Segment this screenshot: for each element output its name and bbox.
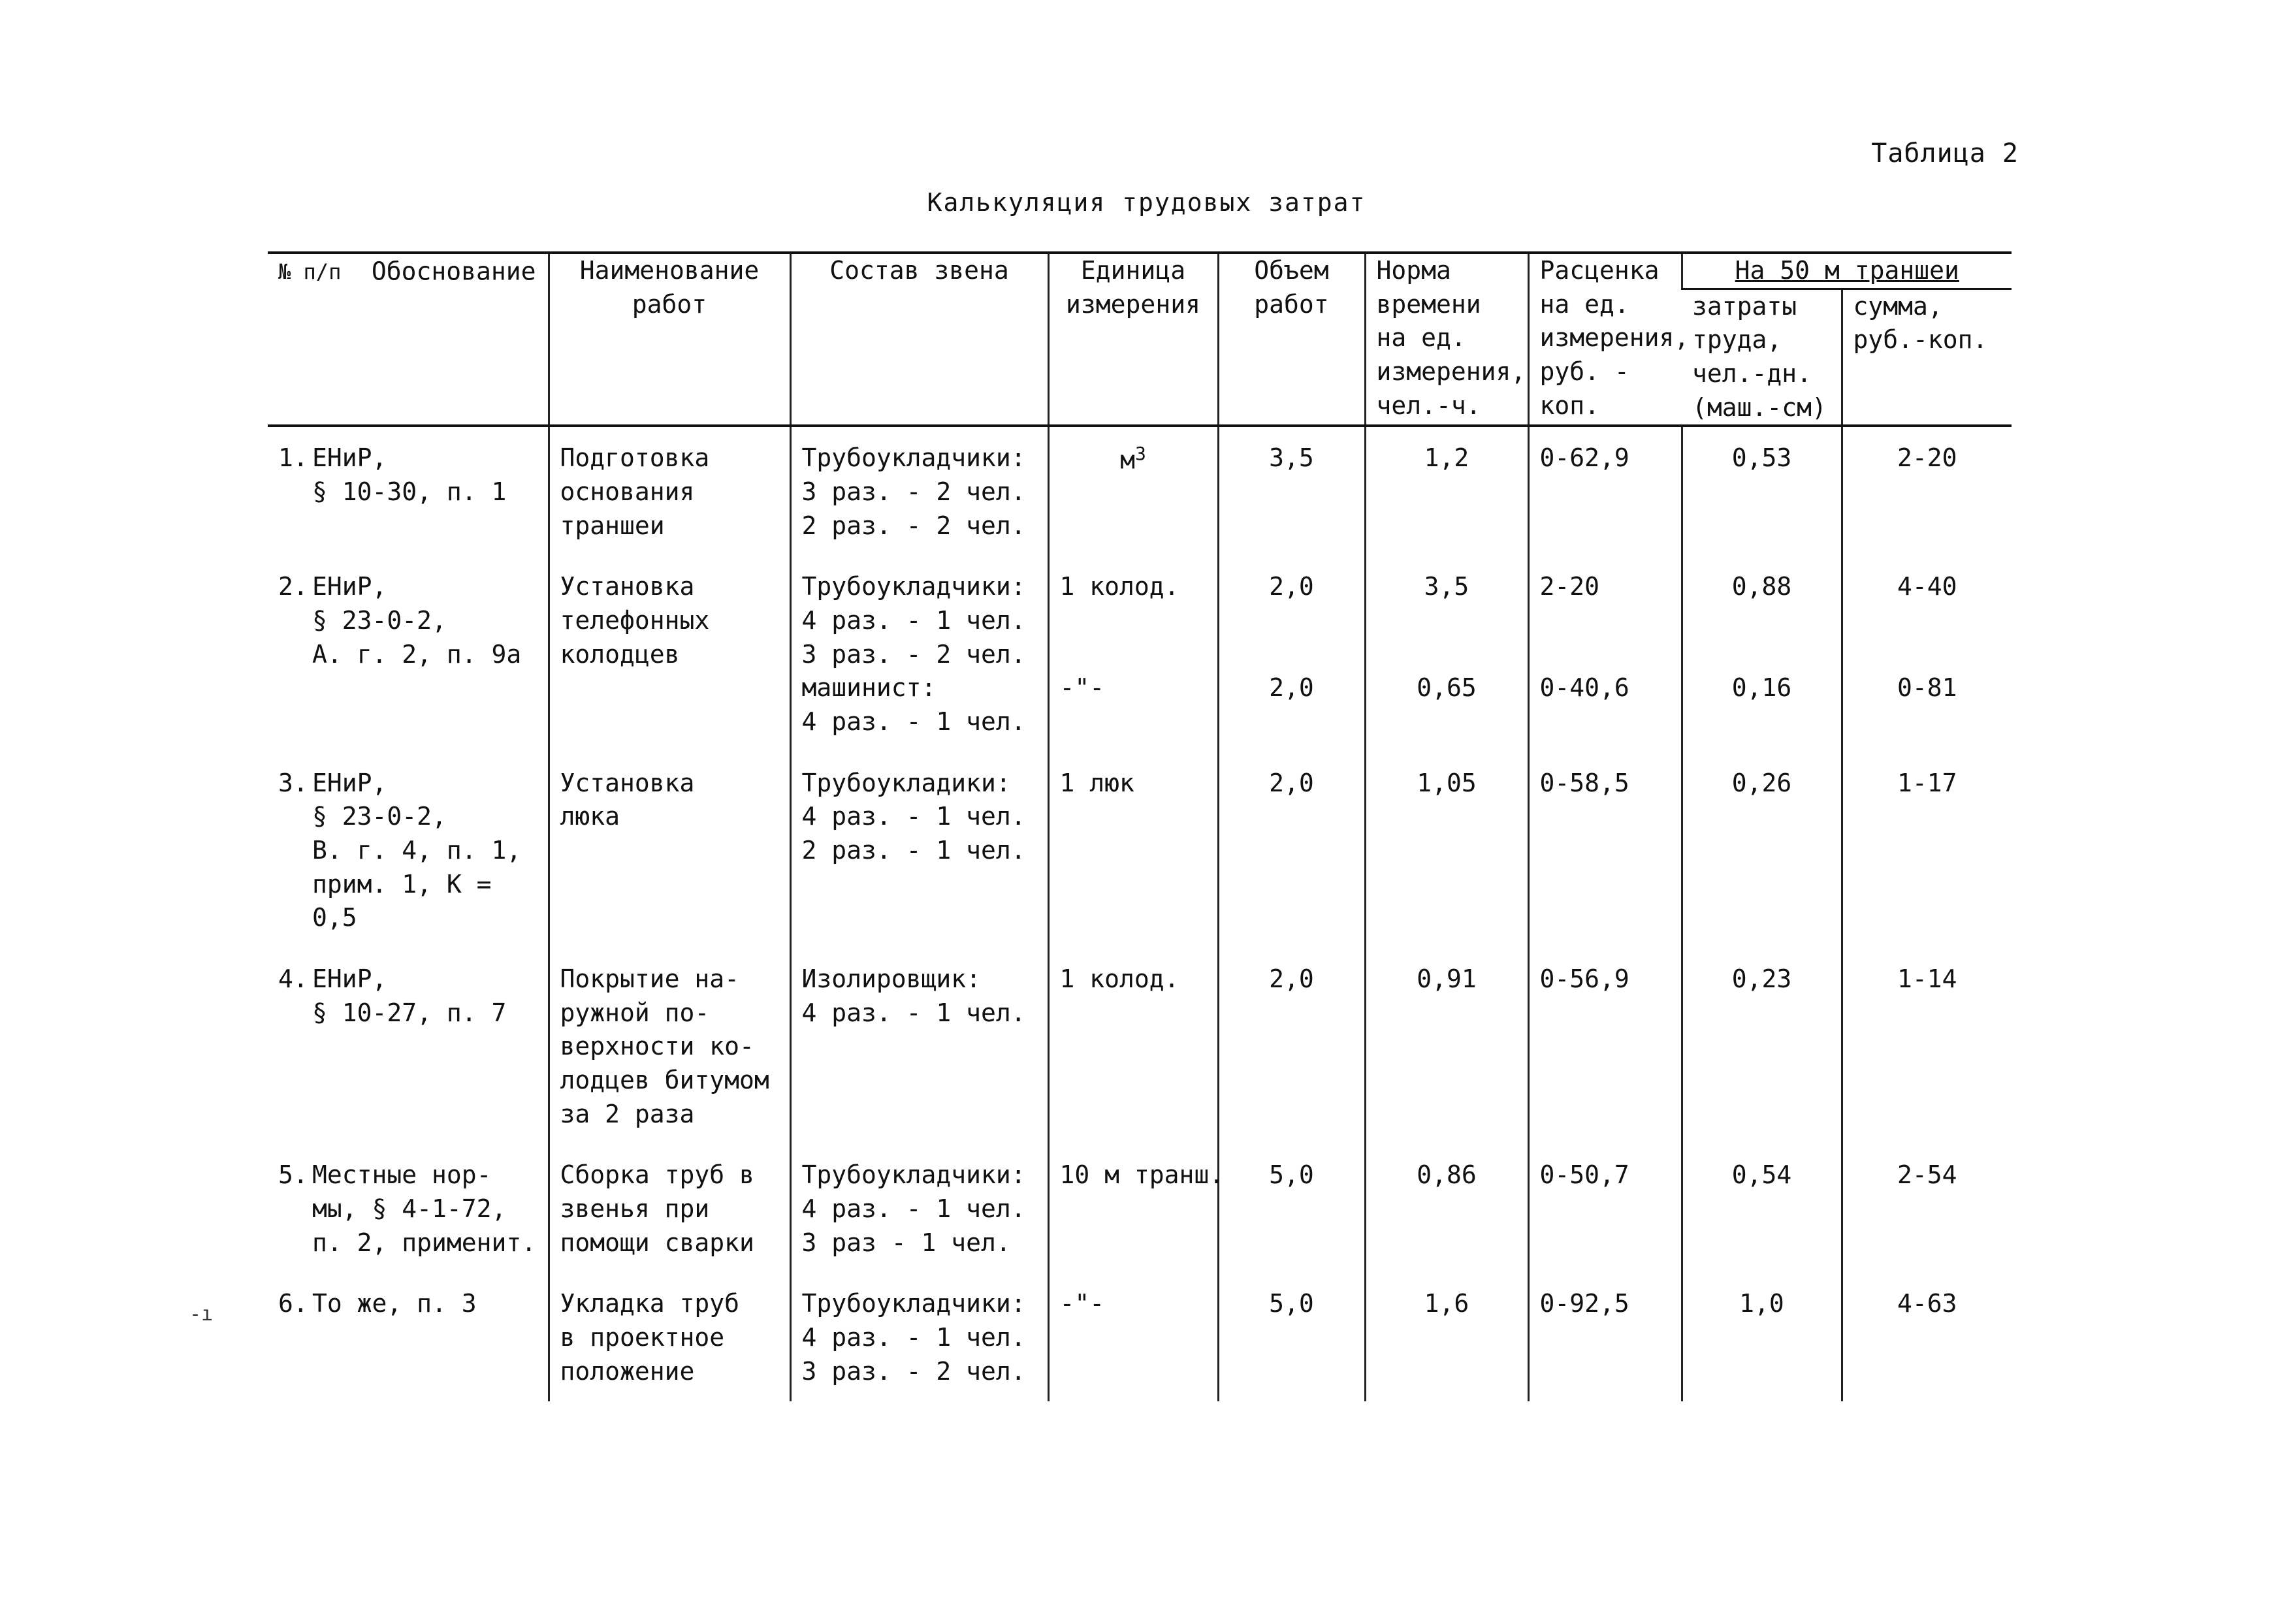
work-name-cell [549,1144,790,1273]
unit-line: $м^3$ [1120,443,1146,475]
header-per-50m-group: На 50 м траншеи [1682,253,2012,289]
labor-line: 0,88 [1731,572,1792,601]
crew-line: 3 раз. - 2 чел. [801,477,1026,507]
rate-line [1540,604,1671,638]
unit-cell [1048,1144,1225,1273]
work-name-line: люка [560,802,620,831]
crew-line: 4 раз. - 1 чел. [801,802,1026,831]
work-name-line: ружной по- [560,998,710,1027]
crew-line: 4 раз. - 1 чел. [801,707,1026,737]
basis-line: п. 2, применит. [312,1228,537,1257]
header-volume: Объем работ [1218,253,1365,426]
work-name-cell [549,948,790,1144]
work-name-line: верхности ко- [560,1032,754,1061]
basis-cell [268,948,549,1144]
crew-cell [790,1144,1048,1273]
crew-line: 3 раз. - 2 чел. [801,639,1026,669]
crew-line: Изолировщик: [801,964,982,994]
row-number: 3. [278,768,308,797]
crew-line: Трубоукладчики: [801,572,1026,601]
basis-cell [268,1144,549,1273]
header-norm: Норма времени на ед. измерения, чел.-ч. [1365,253,1528,426]
sum-line: 1-14 [1897,964,1957,994]
work-name-cell [549,752,790,948]
unit-cell [1048,752,1218,948]
work-name-line: в проектное [560,1323,725,1352]
basis-line: мы, § 4-1-72, [312,1194,507,1224]
rate-line [1540,705,1671,739]
volume-line: 5,0 [1269,1160,1314,1190]
basis-line: В. г. 4, п. 1, [312,836,522,865]
work-name-cell [549,1273,790,1401]
volume-line [1230,638,1354,672]
volume-line: 2,0 [1269,768,1314,797]
basis-cell [268,426,549,556]
norm-cell [1365,1273,1528,1401]
row-number: 1. [278,443,308,473]
work-name-line: Укладка труб [560,1289,740,1318]
header-num-basis [268,253,549,426]
row-number: 4. [278,964,308,994]
unit-line: 1 люк [1059,768,1134,797]
work-name-cell [549,426,790,556]
unit-cell [1048,948,1218,1144]
work-name-line: Сборка труб в [560,1160,754,1190]
table-row [268,426,2012,556]
work-name-cell [549,556,790,752]
labor-line [1693,705,1831,739]
sum-cell [1842,752,2012,948]
unit-line [1060,638,1207,672]
basis-line: ЕНиР, [312,443,387,473]
header-rate: Расценка на ед. измерения, руб. - коп. [1528,253,1682,426]
volume-line: 3,5 [1269,443,1314,473]
work-name-line: за 2 раза [560,1099,695,1128]
norm-line: 1,05 [1417,768,1477,797]
crew-line: Трубоукладики: [801,768,1011,797]
crew-line: Трубоукладчики: [801,1160,1026,1190]
crew-cell [790,752,1048,948]
table-body [268,426,2012,1401]
header-basis: Обоснование [371,257,536,286]
rate-line: 0-58,5 [1539,768,1629,797]
labor-line: 0,26 [1731,768,1792,797]
volume-line: 2,0 [1269,572,1314,601]
basis-line: прим. 1, К = [312,869,492,899]
sum-line [1853,638,2002,672]
labor-cell [1682,752,1842,948]
row-number: 6. [278,1289,308,1318]
norm-line: 0,91 [1417,964,1477,994]
work-name-line: помощи сварки [560,1228,754,1257]
sum-line: 4-40 [1897,572,1957,601]
rate-cell [1528,426,1682,556]
work-name-line: Покрытие на- [560,964,740,994]
work-name-line: положение [560,1356,695,1386]
sum-line: 0-81 [1897,673,1957,703]
norm-cell [1365,948,1528,1144]
norm-line: 1,6 [1424,1289,1469,1318]
basis-line: ЕНиР, [312,768,387,797]
sum-cell [1842,1273,2012,1401]
labor-cell [1682,426,1842,556]
rate-line: 0-50,7 [1539,1160,1629,1190]
margin-mark: -ı [189,1303,214,1326]
sum-line [1853,705,2002,739]
rate-line: 0-56,9 [1539,964,1629,994]
rate-cell [1528,556,1682,752]
basis-line: § 10-30, п. 1 [312,477,507,507]
crew-cell [790,948,1048,1144]
unit-cell [1048,1273,1218,1401]
volume-cell [1218,426,1365,556]
unit-line: 10 м транш. [1059,1160,1225,1190]
basis-line: ЕНиР, [312,572,387,601]
basis-line: § 10-27, п. 7 [312,998,507,1027]
work-name-line: Установка [560,768,695,797]
work-name-line: основания [560,477,695,507]
table-number-label: Таблица 2 [1871,138,2019,168]
labor-cell [1682,948,1842,1144]
crew-line: 4 раз. - 1 чел. [801,606,1026,635]
norm-line [1377,705,1517,739]
crew-cell [790,1273,1048,1401]
volume-cell [1218,1144,1365,1273]
volume-cell [1218,556,1365,752]
rate-line [1540,638,1671,672]
unit-line: -"- [1059,1289,1105,1318]
work-name-line: звенья при [560,1194,710,1224]
sum-line: 4-63 [1897,1289,1957,1318]
crew-line: машинист: [801,673,937,703]
rate-cell [1528,752,1682,948]
labor-line: 0,53 [1731,443,1792,473]
labor-line [1693,638,1831,672]
header-labor: затраты труда, чел.-дн. (маш.-см) [1682,289,1842,426]
table-title: Калькуляция трудовых затрат [927,188,1366,217]
work-name-line: Установка [560,572,695,601]
basis-line: А. г. 2, п. 9а [312,639,522,669]
crew-line: 4 раз. - 1 чел. [801,998,1026,1027]
norm-line: 0,86 [1417,1160,1477,1190]
basis-line: § 23-0-2, [312,606,447,635]
basis-line: Местные нор- [312,1160,492,1190]
norm-cell [1365,426,1528,556]
rate-line: 0-62,9 [1539,443,1629,473]
unit-line: 1 колод. [1059,964,1179,994]
table-row [268,752,2012,948]
crew-line: 4 раз. - 1 чел. [801,1323,1026,1352]
labor-cell [1682,556,1842,752]
volume-cell [1218,752,1365,948]
rate-cell [1528,1273,1682,1401]
volume-line: 5,0 [1269,1289,1314,1318]
volume-line: 2,0 [1269,964,1314,994]
header-crew: Состав звена [790,253,1048,426]
crew-cell [790,556,1048,752]
rate-line: 2-20 [1539,572,1600,601]
sum-line: 2-20 [1897,443,1957,473]
sum-line: 2-54 [1897,1160,1957,1190]
work-name-line: траншеи [560,511,665,540]
basis-cell [268,752,549,948]
crew-line: 3 раз. - 2 чел. [801,1356,1026,1386]
basis-line: 0,5 [312,903,357,932]
volume-line [1230,604,1354,638]
header-work-name: Наименование работ [549,253,790,426]
row-number: 5. [278,1160,308,1190]
norm-line: 1,2 [1424,443,1469,473]
table-row [268,948,2012,1144]
volume-line: 2,0 [1269,673,1314,703]
volume-cell [1218,1273,1365,1401]
sum-line [1853,604,2002,638]
table-row [268,556,2012,752]
sum-cell [1842,426,2012,556]
norm-cell [1365,556,1528,752]
volume-cell [1218,948,1365,1144]
labor-line: 0,54 [1731,1160,1792,1190]
basis-cell [268,1273,549,1401]
header-num: № п/п [278,259,342,284]
header-sum: сумма, руб.-коп. [1842,289,2012,426]
unit-line: -"- [1059,673,1105,703]
unit-line: 1 колод. [1059,572,1179,601]
labor-cost-table [268,251,2012,1401]
crew-line: Трубоукладчики: [801,1289,1026,1318]
basis-line: § 23-0-2, [312,802,447,831]
unit-line [1060,604,1207,638]
crew-line: 4 раз. - 1 чел. [801,1194,1026,1224]
norm-cell [1365,1144,1528,1273]
rate-cell [1528,948,1682,1144]
basis-line: То же, п. 3 [312,1289,477,1318]
labor-cell [1682,1144,1842,1273]
crew-line: 2 раз. - 1 чел. [801,836,1026,865]
labor-line [1693,604,1831,638]
unit-line [1060,705,1207,739]
norm-line [1377,604,1517,638]
basis-cell [268,556,549,752]
unit-cell [1048,556,1218,752]
rate-line: 0-92,5 [1539,1289,1629,1318]
unit-cell [1048,426,1218,556]
norm-line: 3,5 [1424,572,1469,601]
work-name-line: телефонных [560,606,710,635]
table-row [268,1144,2012,1273]
sum-cell [1842,556,2012,752]
sum-cell [1842,948,2012,1144]
crew-line: 2 раз. - 2 чел. [801,511,1026,540]
labor-cell [1682,1273,1842,1401]
crew-cell [790,426,1048,556]
work-name-line: колодцев [560,639,680,669]
sum-line: 1-17 [1897,768,1957,797]
norm-cell [1365,752,1528,948]
crew-line: Трубоукладчики: [801,443,1026,473]
crew-line: 3 раз - 1 чел. [801,1228,1011,1257]
norm-line [1377,638,1517,672]
header-unit: Единица измерения [1048,253,1218,426]
norm-line: 0,65 [1417,673,1477,703]
rate-cell [1528,1144,1682,1273]
work-name-line: Подготовка [560,443,710,473]
volume-line [1230,705,1354,739]
rate-line: 0-40,6 [1539,673,1629,703]
labor-line: 1,0 [1739,1289,1784,1318]
table-row [268,1273,2012,1401]
basis-line: ЕНиР, [312,964,387,994]
labor-line: 0,23 [1731,964,1792,994]
labor-line: 0,16 [1731,673,1792,703]
work-name-line: лодцев битумом [560,1066,769,1095]
row-number: 2. [278,572,308,601]
sum-cell [1842,1144,2012,1273]
